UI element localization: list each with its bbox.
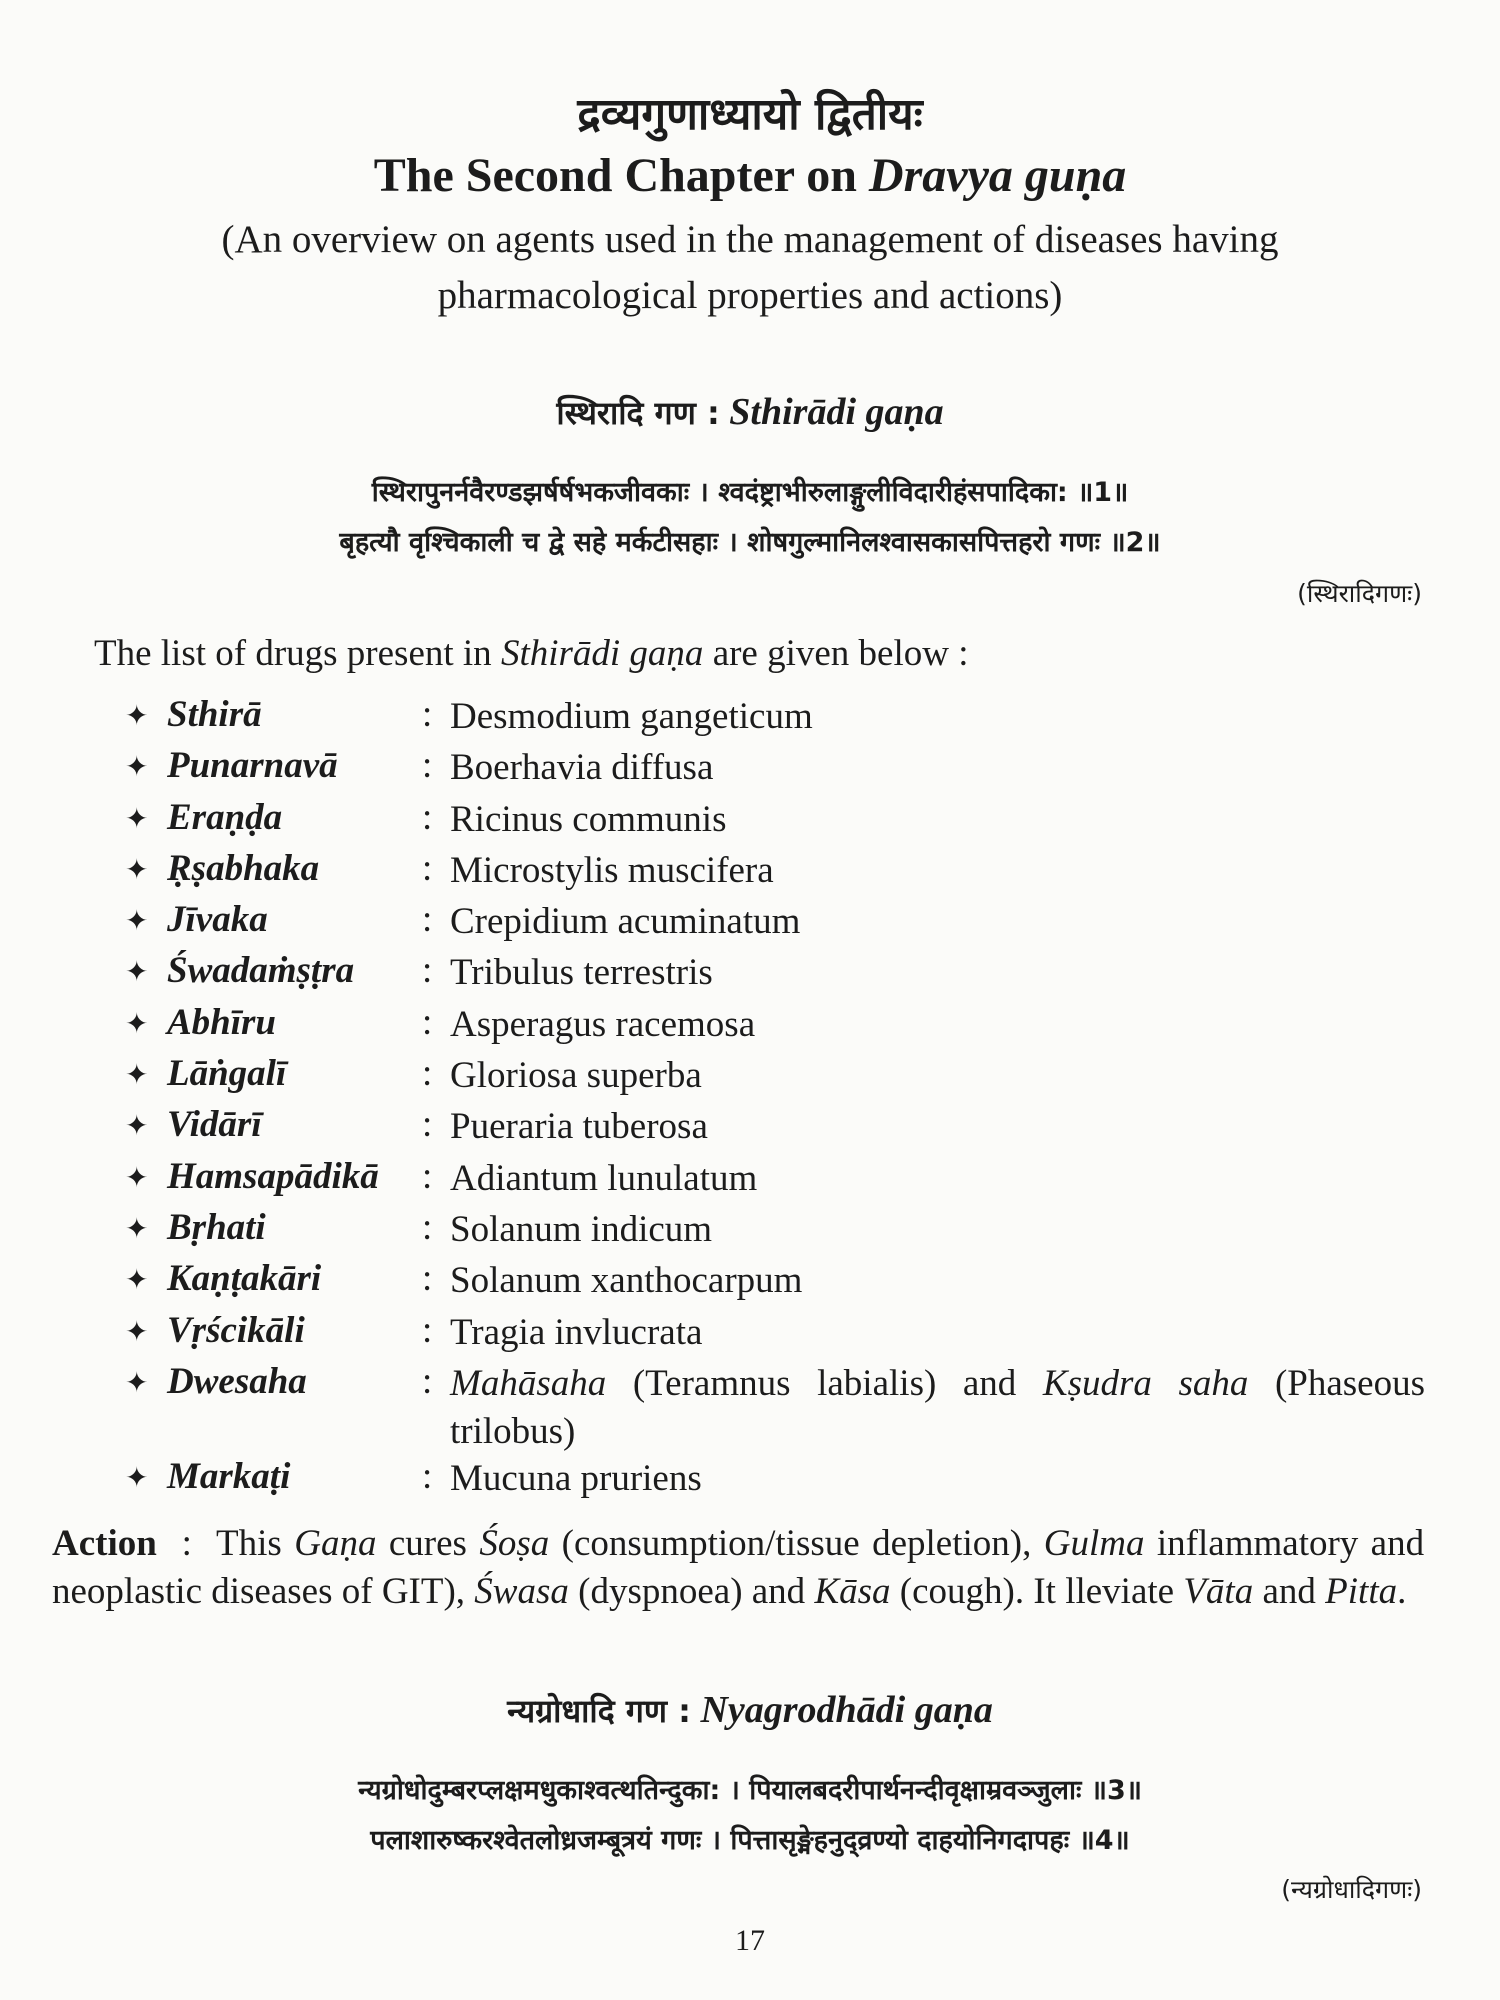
bullet-icon: ✦ [125,1162,149,1194]
separator: : [422,796,433,838]
drug-name: Śwadaṁṣṭra [167,950,355,992]
gana-reference: (स्थिरादिगणः) [1297,579,1422,608]
drug-list-item [125,898,1425,949]
drug-name: Markaṭi [167,1455,291,1497]
drug-name: Jīvaka [167,899,268,941]
verse-4: पलाशारुष्करश्वेतलोध्रजम्बूत्रयं गणः । पित्तासृङ्मेहनुद्व्रण्यो दाहयोनिगदापहः ॥4॥ [370,1825,1130,1856]
drug-botanical-italic: Mahāsaha [450,1362,607,1404]
verse-1: स्थिरापुनर्नवैरण्डझर्षर्षभकजीवकाः । श्वदंष्ट्राभीरुलाङ्गुलीविदारीहंसपादिका: ॥1॥ [371,477,1129,508]
action-term: Vāta [1183,1571,1254,1612]
action-term: Kāsa [814,1571,891,1612]
separator: : [422,1001,433,1043]
bullet-icon: ✦ [125,1462,149,1494]
intro-text-post: are given below : [712,633,969,674]
drug-botanical: Ricinus communis [450,798,727,840]
separator: : [422,694,433,735]
separator: : [422,1455,433,1497]
page-number: 17 [735,1924,765,1957]
drug-list-intro [94,632,969,675]
intro-text-italic: Sthirādi gaṇa [500,633,704,674]
action-text: . [1397,1571,1407,1612]
sanskrit-chapter-title: द्रव्यगुणाध्यायो द्वितीयः [577,89,923,140]
drug-list-item [125,1455,1425,1506]
bullet-icon: ✦ [125,701,149,732]
drug-name: Sthirā [167,694,262,735]
separator: : [422,1360,433,1402]
drug-name: Eraṇḍa [167,796,283,838]
separator: : [422,745,433,787]
drug-list-item [125,693,1425,744]
bullet-icon: ✦ [125,1008,149,1040]
separator: : [422,1155,433,1197]
action-text: (dyspnoea) and [578,1571,806,1612]
drug-name: Bṛhati [167,1206,266,1248]
bullet-icon: ✦ [125,854,149,886]
action-text: lleviate [1065,1571,1175,1612]
drug-list-item [125,1360,1425,1455]
chapter-subtitle: (An overview on agents used in the management of diseases having pharmacological properties and actions) [221,218,1279,317]
drug-name: Punarnavā [167,745,338,787]
action-paragraph [52,1520,1424,1616]
bullet-icon: ✦ [125,1316,149,1348]
drug-list-item [125,1257,1425,1308]
drug-list-item [125,1309,1425,1360]
gana-reference: (न्यग्रोधादिगणः) [1281,1875,1422,1904]
drug-botanical: Gloriosa superba [450,1055,702,1097]
chapter-title-text: The Second Chapter on [373,149,857,202]
drug-name: Abhīru [167,1001,277,1043]
chapter-title-italic: Dravya guṇa [868,149,1127,202]
drug-list-item [125,949,1425,1000]
section-heading-roman: Nyagrodhādi gaṇa [700,1689,993,1731]
verse-3: न्यग्रोधोदुम्बरप्लक्षमधुकाश्वत्थतिन्दुका: । पियालबदरीपार्थनन्दीवृक्षाम्रवञ्जुलाः ॥3॥ [358,1775,1142,1806]
drug-list-item [125,1155,1425,1206]
drug-list-item [125,796,1425,847]
drug-botanical-text: (Teramnus labialis) and [632,1362,1017,1404]
section-heading-roman: Sthirādi gaṇa [729,391,944,433]
separator: : [422,1104,433,1146]
drug-botanical: Solanum xanthocarpum [450,1260,803,1302]
drug-botanical: Microstylis muscifera [450,849,774,891]
action-text: cures [388,1523,467,1564]
drug-list-item [125,1103,1425,1154]
section-heading-sanskrit: स्थिरादि गण : [556,394,720,432]
bullet-icon: ✦ [125,1060,149,1092]
bullet-icon: ✦ [125,803,149,835]
action-term: Pitta [1325,1571,1398,1612]
action-label: Action [52,1523,157,1564]
action-text: (cough). It [899,1571,1056,1612]
section-heading-sanskrit: न्यग्रोधादि गण : [507,1692,691,1730]
drug-botanical [450,1360,1425,1456]
drug-botanical: Pueraria tuberosa [450,1106,708,1148]
separator: : [422,899,433,941]
section-heading-sthiradi [0,390,1500,434]
drug-name: Dwesaha [167,1360,307,1402]
action-text: This [216,1523,282,1564]
drug-botanical: Adiantum lunulatum [450,1157,758,1199]
action-text: and [1262,1571,1316,1612]
separator: : [422,1258,433,1300]
separator: : [422,1053,433,1095]
drug-list-item [125,847,1425,898]
chapter-title [0,148,1500,203]
drug-botanical: Asperagus racemosa [450,1003,756,1045]
separator: : [422,847,433,889]
section-heading-nyagrodhadi [0,1688,1500,1732]
intro-text-pre: The list of drugs present in [94,633,492,674]
bullet-icon: ✦ [125,752,149,784]
action-term: Gulma [1043,1523,1145,1564]
action-text: (consumption/tissue depletion), [561,1523,1032,1564]
separator: : [422,950,433,992]
action-term: Śoṣa [479,1523,550,1564]
drug-name: Vṛścikāli [167,1309,305,1351]
verse-2: बृहत्यौ वृश्चिकाली च द्वे सहे मर्कटीसहाः । शोषगुल्मानिलश्वासकासपित्तहरो गणः ॥2॥ [339,527,1161,558]
drug-list-item [125,1052,1425,1103]
drug-list [125,693,1425,1506]
drug-name: Kaṇṭakāri [167,1258,322,1300]
drug-name: Ṛṣabhaka [167,847,320,889]
action-term: Śwasa [474,1571,569,1612]
drug-name: Lāṅgalī [167,1053,287,1095]
bullet-icon: ✦ [125,1213,149,1245]
separator: : [422,1309,433,1351]
drug-botanical: Desmodium gangeticum [450,696,813,737]
bullet-icon: ✦ [125,1265,149,1297]
drug-list-item [125,1001,1425,1052]
action-text: inflammatory and neoplastic diseases of GIT), [52,1523,1425,1612]
drug-botanical-text: (Phaseous trilobus) [450,1362,1425,1452]
bullet-icon: ✦ [125,957,149,989]
action-term: Gaṇa [294,1523,377,1564]
bullet-icon: ✦ [125,1367,149,1399]
drug-name: Vidārī [167,1104,262,1146]
separator: : [422,1206,433,1248]
drug-botanical: Tragia invlucrata [450,1311,703,1353]
drug-botanical: Solanum indicum [450,1208,713,1250]
bullet-icon: ✦ [125,906,149,938]
action-separator: : [181,1523,192,1564]
drug-botanical: Tribulus terrestris [450,952,713,994]
drug-botanical: Boerhavia diffusa [450,747,714,789]
drug-name: Hamsapādikā [167,1155,379,1197]
drug-list-item [125,744,1425,795]
drug-list-item [125,1206,1425,1257]
drug-botanical-italic: Kṣudra saha [1042,1362,1249,1404]
bullet-icon: ✦ [125,1111,149,1143]
drug-botanical: Crepidium acuminatum [450,901,801,943]
drug-botanical: Mucuna pruriens [450,1457,702,1499]
